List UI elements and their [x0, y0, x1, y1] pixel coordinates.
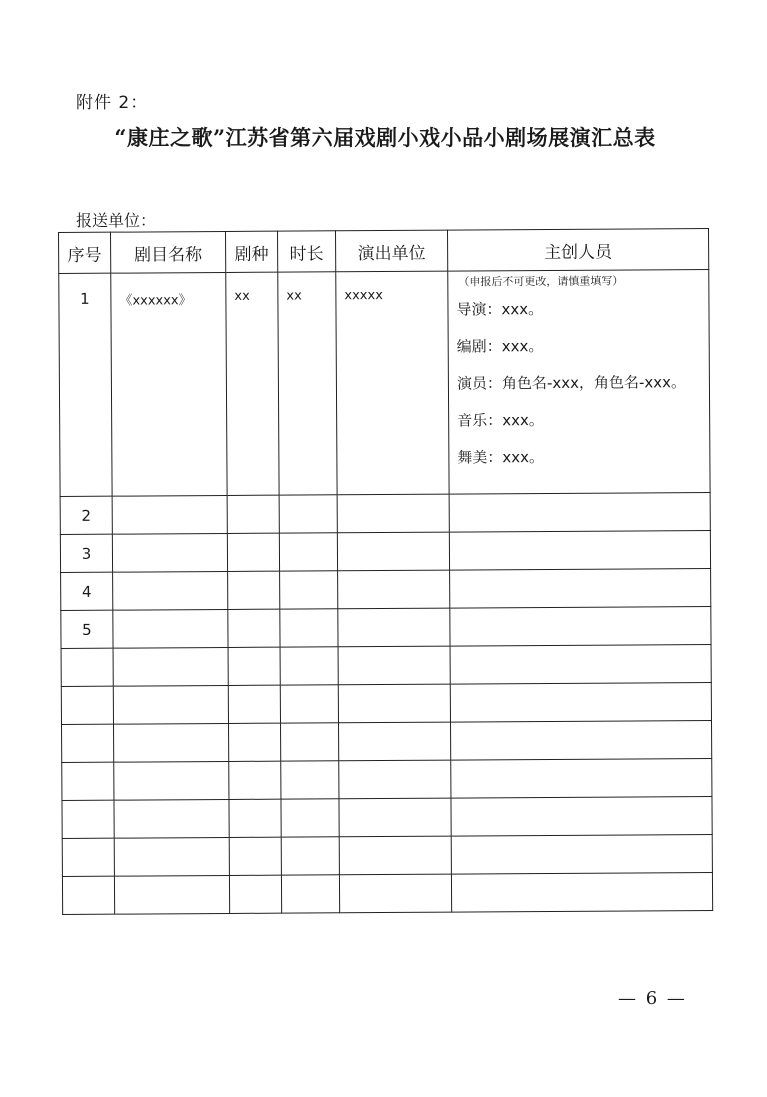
table-row	[62, 759, 712, 801]
play-duration	[281, 761, 339, 799]
row-number	[62, 876, 114, 914]
play-title	[114, 723, 229, 762]
summary-table	[58, 228, 713, 915]
row-number	[61, 648, 113, 686]
play-title	[113, 647, 228, 686]
play-duration	[279, 495, 337, 533]
crew-cell	[451, 835, 712, 875]
play-genre	[227, 533, 279, 571]
table-header-row	[59, 229, 709, 274]
row-number	[62, 762, 114, 800]
play-duration	[281, 799, 339, 837]
performing-unit	[338, 684, 450, 723]
play-title	[112, 495, 227, 534]
table-row	[61, 569, 711, 611]
attachment-label: 附件 2：	[76, 93, 149, 113]
crew-cell	[448, 270, 710, 495]
page-number: — 6 —	[618, 988, 687, 1009]
column-header-crew: 主创人员	[447, 229, 708, 272]
table-row	[62, 797, 712, 839]
play-duration	[280, 571, 338, 609]
crew-note: （申报后不可更改，请慎重填写）	[458, 274, 624, 289]
performing-unit	[338, 608, 450, 647]
play-genre	[228, 685, 280, 723]
table-row	[60, 493, 710, 535]
crew-cell	[449, 531, 710, 571]
performing-unit	[339, 760, 451, 799]
play-genre	[228, 609, 280, 647]
performing-unit	[337, 532, 449, 571]
crew-stage-design: 舞美：xxx。	[457, 448, 545, 467]
row-number	[61, 686, 113, 724]
play-title	[114, 875, 229, 914]
performing-unit	[339, 722, 451, 761]
play-title	[114, 761, 229, 800]
play-title	[114, 837, 229, 876]
play-genre	[229, 761, 281, 799]
document-title: “康庄之歌”江苏省第六届戏剧小戏小品小剧场展演汇总表	[114, 125, 656, 150]
play-duration	[280, 609, 338, 647]
performing-unit	[338, 570, 450, 609]
play-title	[113, 685, 228, 724]
play-genre	[228, 647, 280, 685]
crew-music: 音乐：xxx。	[457, 411, 544, 430]
column-header-number: 序号	[59, 232, 111, 273]
crew-actors: 演员：角色名-xxx，角色名-xxx。	[456, 373, 687, 393]
play-genre	[229, 875, 281, 913]
row-number: 3	[60, 534, 112, 572]
column-header-title: 剧目名称	[111, 231, 226, 273]
table-row	[59, 270, 710, 497]
row-number: 5	[61, 610, 113, 648]
table-row	[62, 873, 712, 915]
table-row	[61, 607, 711, 649]
play-title	[113, 609, 228, 648]
crew-writer: 编剧：xxx。	[456, 337, 544, 356]
play-genre	[227, 495, 279, 533]
play-genre: xx	[226, 272, 279, 495]
play-duration	[280, 685, 338, 723]
play-duration	[281, 875, 339, 913]
play-genre	[229, 837, 281, 875]
performing-unit	[338, 646, 450, 685]
crew-cell	[449, 493, 710, 533]
play-duration	[280, 647, 338, 685]
performing-unit: xxxxx	[336, 271, 449, 495]
play-duration	[279, 533, 337, 571]
play-duration: xx	[278, 272, 337, 495]
play-duration	[281, 723, 339, 761]
row-number: 1	[59, 273, 112, 496]
table-row	[61, 645, 711, 687]
crew-cell	[450, 569, 711, 609]
play-genre	[228, 571, 280, 609]
crew-cell	[450, 645, 711, 685]
play-duration	[281, 837, 339, 875]
column-header-duration: 时长	[277, 231, 335, 272]
table-row	[62, 721, 712, 763]
performing-unit	[337, 494, 449, 533]
performing-unit	[339, 836, 451, 875]
row-number: 2	[60, 496, 112, 534]
column-header-genre: 剧种	[225, 231, 277, 272]
crew-cell	[450, 683, 711, 723]
row-number	[62, 724, 114, 762]
play-title: 《xxxxxx》	[111, 272, 227, 496]
performing-unit	[339, 798, 451, 837]
play-title	[114, 799, 229, 838]
crew-cell	[451, 759, 712, 799]
summary-table-container	[58, 228, 712, 915]
table-row	[62, 835, 712, 877]
crew-cell	[451, 797, 712, 837]
row-number	[62, 800, 114, 838]
play-genre	[229, 723, 281, 761]
performing-unit	[339, 874, 451, 913]
crew-director: 导演：xxx。	[456, 300, 544, 319]
crew-cell	[451, 721, 712, 761]
column-header-unit: 演出单位	[335, 230, 447, 272]
table-row	[61, 683, 711, 725]
table-row	[60, 531, 710, 573]
play-title	[113, 571, 228, 610]
crew-cell	[450, 607, 711, 647]
crew-cell	[451, 873, 712, 913]
row-number	[62, 838, 114, 876]
row-number: 4	[61, 572, 113, 610]
play-title	[112, 533, 227, 572]
submitting-unit-label: 报送单位：	[76, 211, 157, 230]
play-genre	[229, 799, 281, 837]
